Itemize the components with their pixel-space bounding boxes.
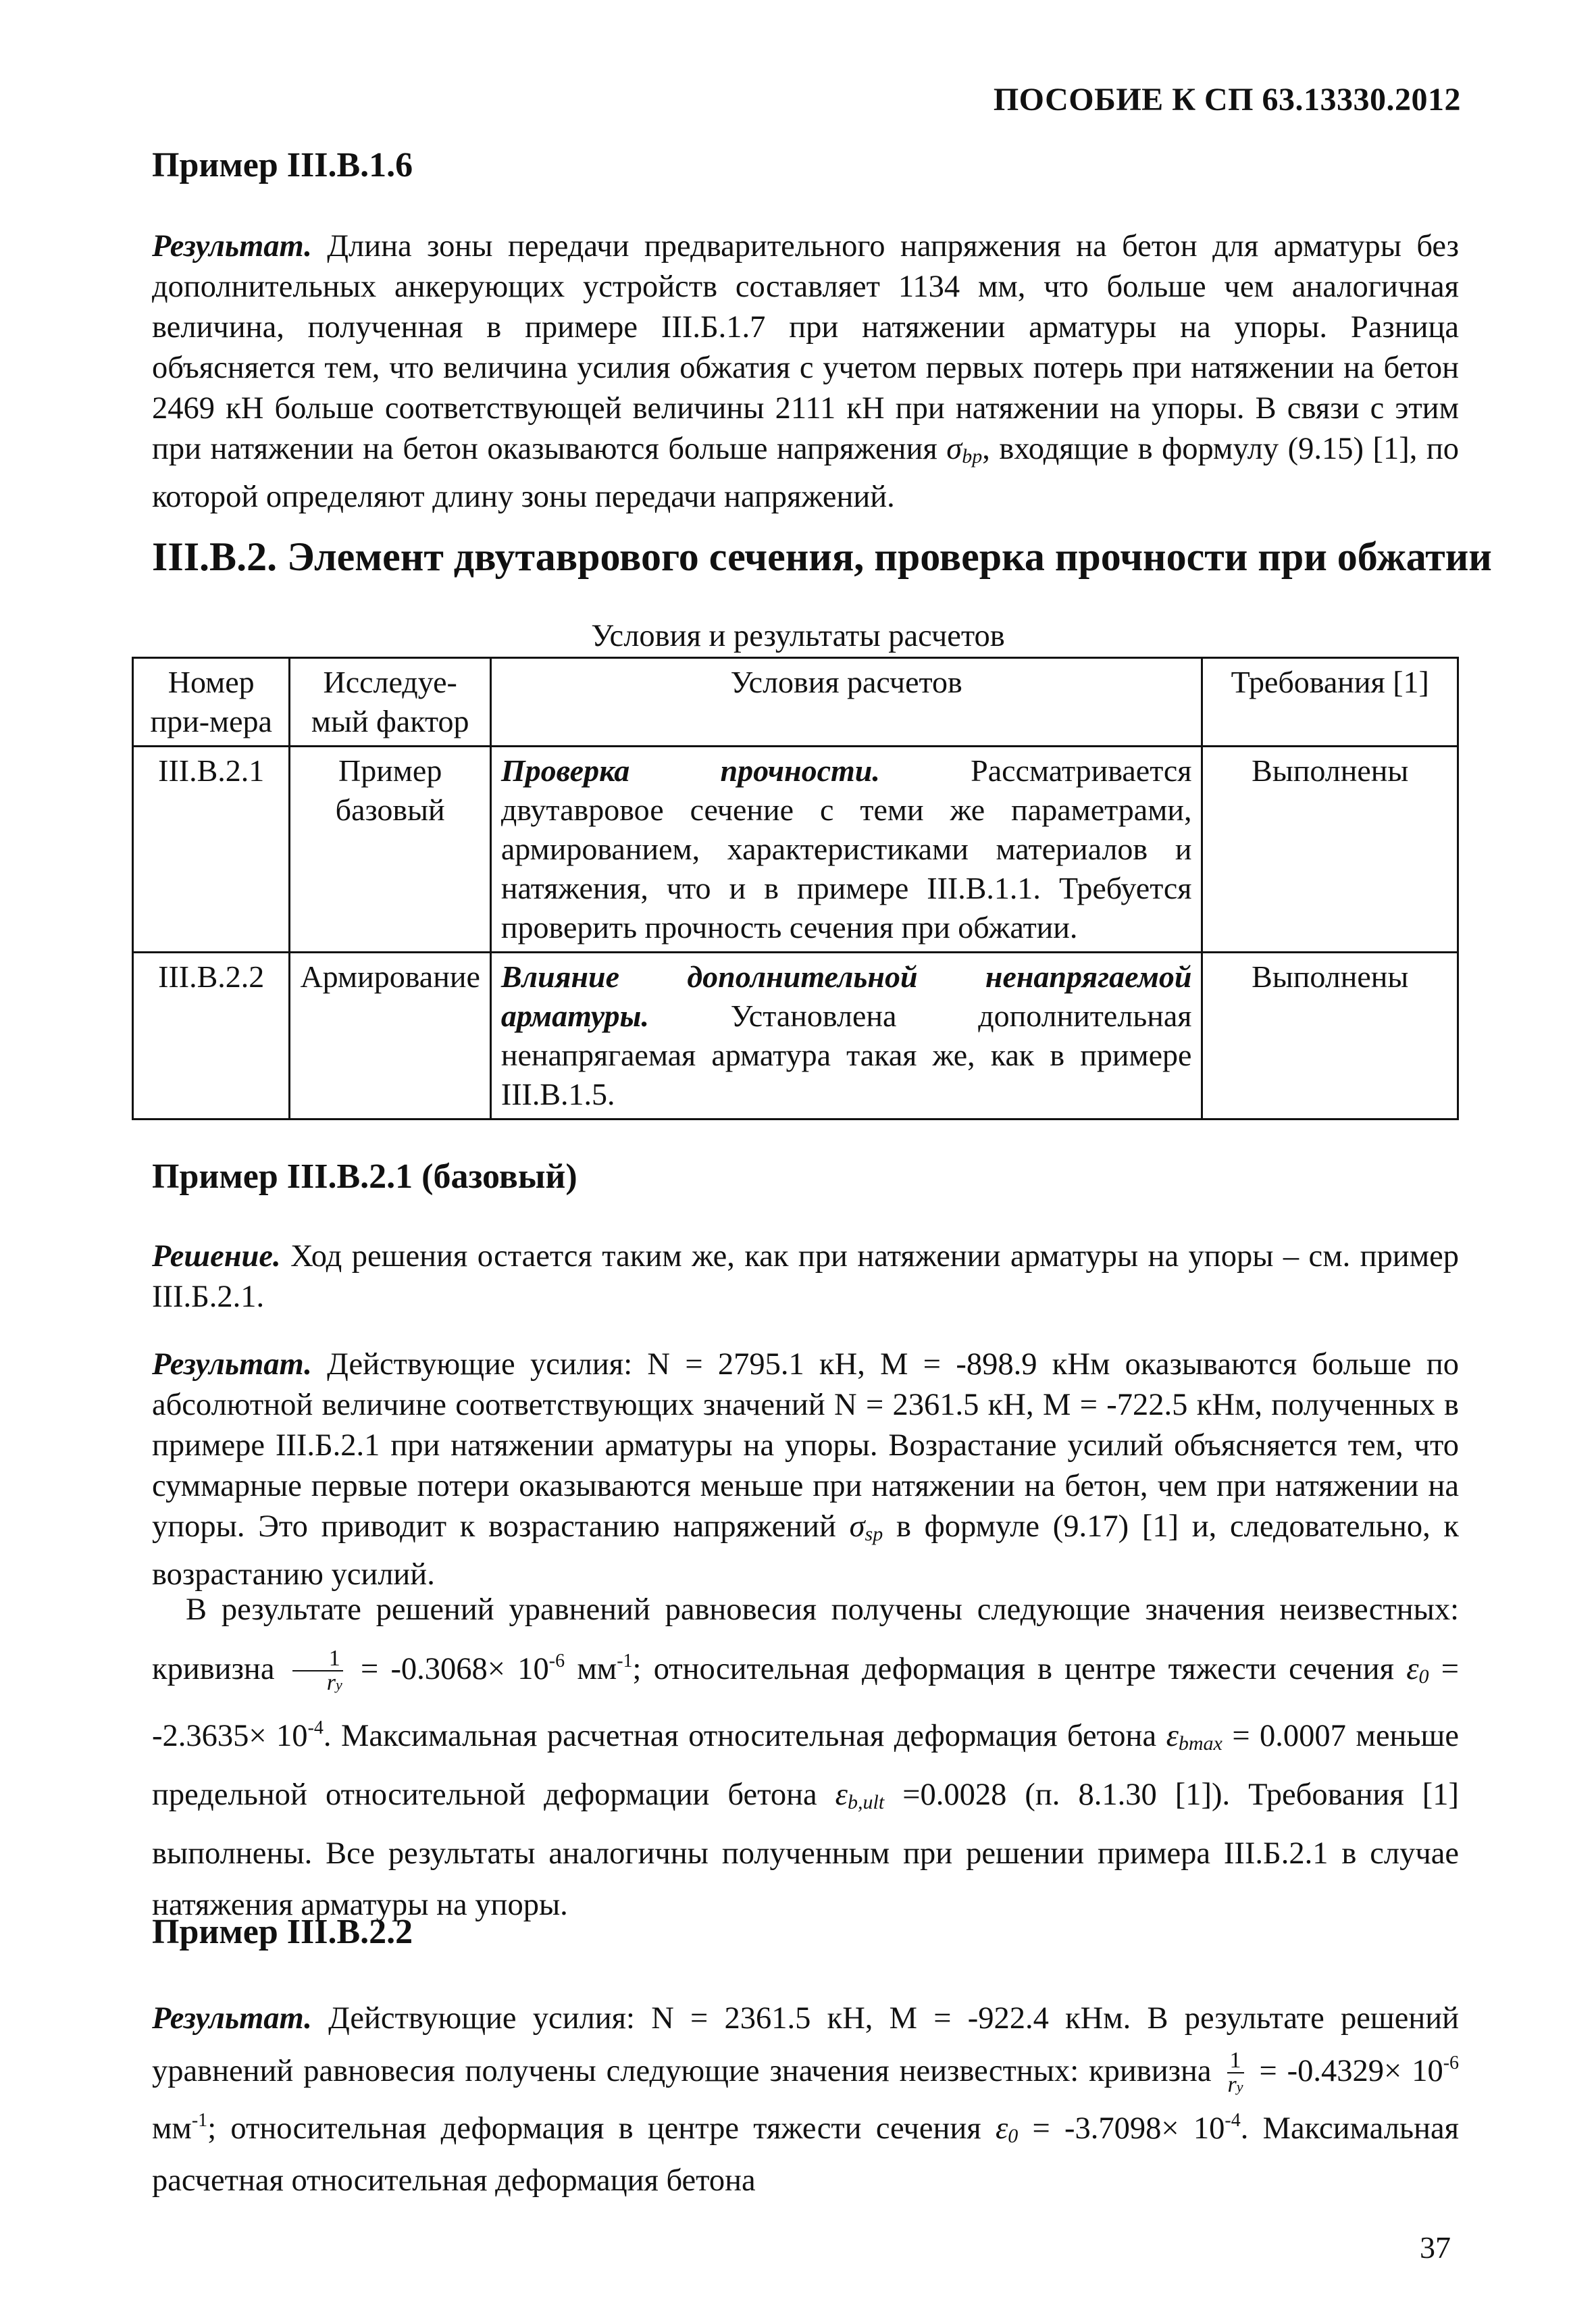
- example-heading-322: Пример III.В.2.2: [152, 1913, 413, 1951]
- result-text: Действующие усилия: N = 2795.1 кН, M = -898.9 кНм оказываются больше по абсолютной величине соответствующих значений N = 2361.5 кН, M = -722.5 кНм, полученных в примере III.Б.2.1 при натяжении арматуры на упоры. Возрастание усилий объясняется тем, что суммарные первые потери оказываются меньше при натяжении на бетон, чем при натяжении на упоры. Это приводит к возрастанию напряжений: [152, 1347, 1459, 1544]
- sigma-sp-symbol: σsp: [849, 1509, 883, 1545]
- example-316-result: [152, 226, 1459, 518]
- sigma-bp-symbol: σbp: [946, 432, 983, 468]
- table-row: [133, 953, 1458, 1120]
- result-lead: Результат.: [152, 2001, 312, 2036]
- page-number: 37: [1420, 2230, 1451, 2265]
- epsilon-0-symbol: ε0: [995, 2111, 1019, 2147]
- document-header-title: ПОСОБИЕ К СП 63.13330.2012: [993, 82, 1461, 118]
- table-caption: Условия и результаты расчетов: [591, 619, 1005, 653]
- example-heading-316: Пример III.В.1.6: [152, 146, 413, 184]
- result-lead: Результат.: [152, 1347, 312, 1382]
- header-example-number: Номер при-мера: [133, 658, 290, 747]
- conditions-table: [132, 657, 1459, 1120]
- example-322-result: Результат. Действующие усилия: N = 2361.5 кН, M = -922.4 кНм. В результате решений уравнений равновесия получены следующие значения неизвестных: кривизна $\frac{1}{ry}$ = $-0.4329\times 10^{-6}$ $мм^{-1}$; относительная деформация в центре тяжести сечения $\varepsilon 0 = -3.7098\times 10^{-4}$. Максимальная расчетная относительная деформация бетона: [152, 2001, 1460, 2198]
- epsilon-bult-symbol: εb,ult: [835, 1778, 885, 1813]
- solution-text: Ход решения остается таким же, как при натяжении арматуры на упоры – см. пример III.Б.2.1.: [152, 1239, 1460, 1314]
- example-321-equilibrium: В результате решений уравнений равновесия получены следующие значения неизвестных: кривизна $\frac{1}{ry}$ = $-0.3068\times 10^{-6}$ $мм^{-1}$; относительная деформация в центре тяжести сечения $\varepsilon 0 = -2.3635\times 10^{-4}$. Максимальная расчетная относительная деформация бетона εbmax = 0.0007 меньше предельной относительной деформации бетона εb,ult =0.0028 (п. 8.1.30 [1]). Требования [1] выполнены. Все результаты аналогичны полученным при решении примера III.Б.2.1 в случае натяжения арматуры на упоры.: [152, 1592, 1460, 1922]
- header-factor: Исследуе-мый фактор: [290, 658, 490, 747]
- cell-number: III.В.2.2: [133, 953, 290, 1120]
- result-lead: Результат.: [152, 229, 312, 263]
- cell-requirements: Выполнены: [1202, 747, 1458, 953]
- cell-factor: Армирование: [290, 953, 490, 1120]
- header-conditions: Условия расчетов: [490, 658, 1202, 747]
- cell-conditions: Проверка прочности. Рассматривается двутавровое сечение с теми же параметрами, армированием, характеристиками материалов и натяжения, что и в примере III.В.1.1. Требуется проверить прочность сечения при обжатии.: [490, 747, 1202, 953]
- epsilon-bmax-symbol: εbmax: [1166, 1719, 1222, 1755]
- section-heading: III.В.2. Элемент двутаврового сечения, проверка прочности при обжатии: [152, 534, 1492, 579]
- cell-number: III.В.2.1: [133, 747, 290, 953]
- cell-factor: Пример базовый: [290, 747, 490, 953]
- cell-requirements: Выполнены: [1202, 953, 1458, 1120]
- header-requirements: Требования [1]: [1202, 658, 1458, 747]
- result-text-end: в формуле (9.17) [1] и, следовательно, к возрастанию усилий.: [152, 1509, 1460, 1592]
- example-321-solution: [152, 1236, 1459, 1317]
- table-header-row: [133, 658, 1458, 747]
- curvature-fraction: $\frac{1}{ry}$: [1227, 2047, 1243, 2097]
- curvature-fraction: $\frac{1}{ry}$: [292, 1647, 343, 1696]
- example-321-result: [152, 1344, 1459, 1595]
- result-text-end: , входящие в формулу (9.15) [1], по которой определяют длину зоны передачи напряжений.: [152, 432, 1460, 514]
- example-heading-321: Пример III.В.2.1 (базовый): [152, 1157, 577, 1196]
- table-row: [133, 747, 1458, 953]
- cell-conditions: Влияние дополнительной ненапрягаемой арматуры. Установлена дополнительная ненапрягаемая арматура такая же, как в примере III.В.1.5.: [490, 953, 1202, 1120]
- epsilon-0-symbol: ε0: [1406, 1652, 1429, 1688]
- solution-lead: Решение.: [152, 1239, 281, 1274]
- result-text: Длина зоны передачи предварительного напряжения на бетон для арматуры без дополнительных анкерующих устройств составляет 1134 мм, что больше чем аналогичная величина, полученная в примере III.Б.1.7 при натяжении арматуры на упоры. Разница объясняется тем, что величина усилия обжатия с учетом первых потерь при натяжении на бетон 2469 кН больше соответствующей величины 2111 кН при натяжении на упоры. В связи с этим при натяжении на бетон оказываются больше напряжения: [152, 229, 1459, 466]
